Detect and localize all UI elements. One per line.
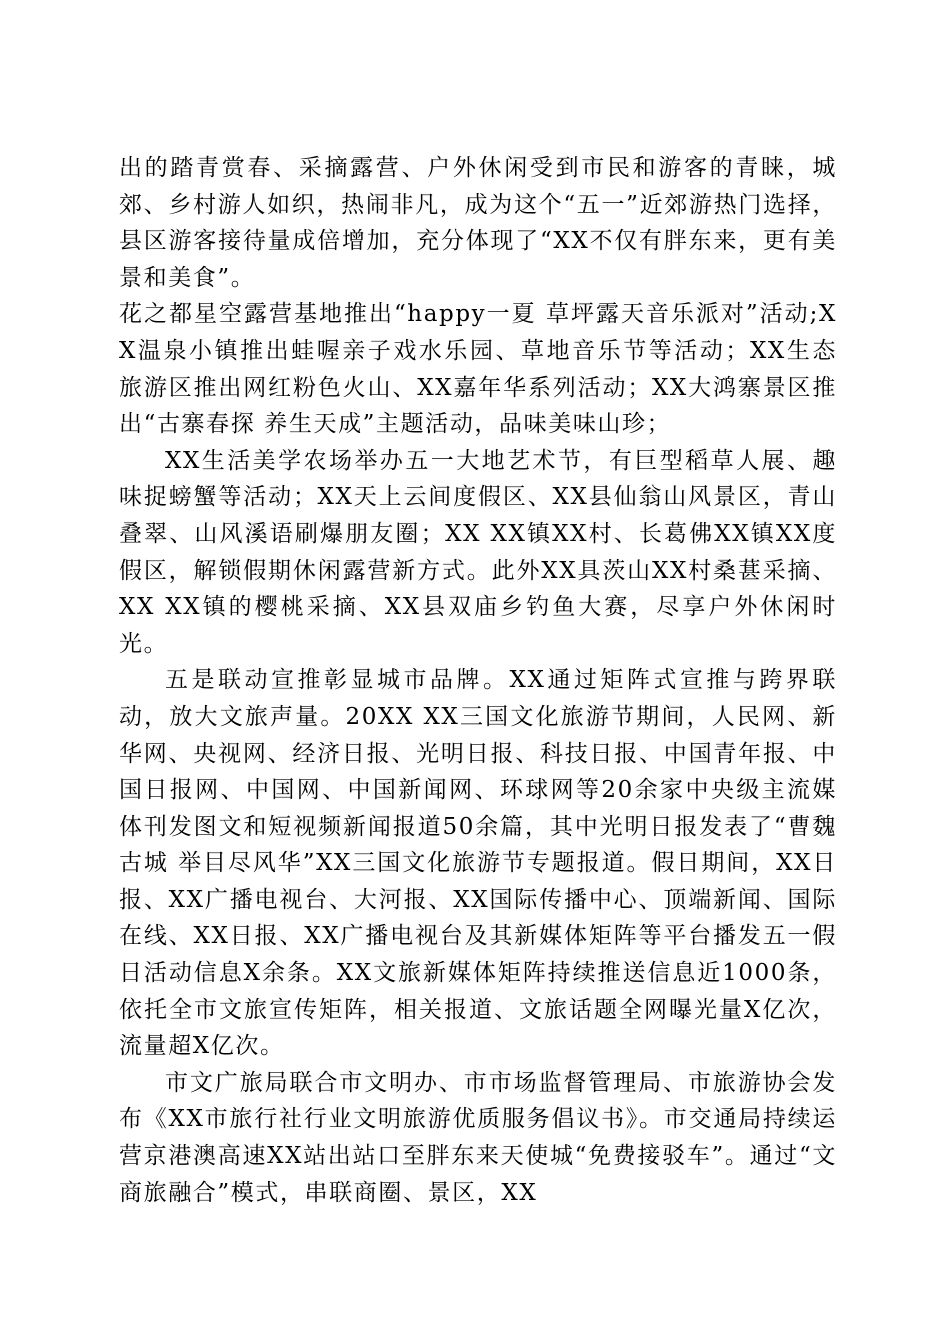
document-page <box>119 150 837 1211</box>
paragraph-5: 市文广旅局联合市文明办、市市场监督管理局、市旅游协会发布《XX市旅行社行业文明旅游优质服务倡议书》。市交通局持续运营京港澳高速XX站出站口至胖东来天使城“免费接驳车”。通过“文商旅融合”模式，串联商圈、景区，XX <box>119 1069 837 1206</box>
paragraph-4: 五是联动宣推彰显城市品牌。XX通过矩阵式宣推与跨界联动，放大文旅声量。20XX XX三国文化旅游节期间，人民网、新华网、央视网、经济日报、光明日报、科技日报、中国青年报、中国日报网、中国网、中国新闻网、环球网等20余家中央级主流媒体刊发图文和短视频新闻报道50余篇，其中光明日报发表了“曹魏古城 举目尽风华”XX三国文化旅游节专题报道。假日期间，XX日报、XX广播电视台、大河报、XX国际传播中心、顶端新闻、国际在线、XX日报、XX广播电视台及其新媒体矩阵等平台播发五一假日活动信息X余条。XX文旅新媒体矩阵持续推送信息近1000条，依托全市文旅宣传矩阵，相关报道、文旅话题全网曝光量X亿次，流量超X亿次。 <box>119 667 837 1060</box>
paragraph-3: XX生活美学农场举办五一大地艺术节，有巨型稻草人展、趣味捉螃蟹等活动；XX天上云间度假区、XX县仙翁山风景区，青山叠翠、山风溪语刷爆朋友圈；XX XX镇XX村、长葛佛XX镇XX度假区，解锁假期休闲露营新方式。此外XX具茨山XX村桑葚采摘、XX XX镇的樱桃采摘、XX县双庙乡钓鱼大赛，尽享户外休闲时光。 <box>119 447 837 657</box>
paragraph-1: 出的踏青赏春、采摘露营、户外休闲受到市民和游客的青睐，城郊、乡村游人如织，热闹非凡，成为这个“五一”近郊游热门选择，县区游客接待量成倍增加，充分体现了“XX不仅有胖东来，更有美景和美食”。 <box>119 155 837 291</box>
paragraph-2: 花之都星空露营基地推出“happy一夏 草坪露天音乐派对”活动;XX温泉小镇推出蛙喔亲子戏水乐园、草地音乐节等活动；XX生态旅游区推出网红粉色火山、XX嘉年华系列活动；XX大鸿寨景区推出“古寨春探 养生天成”主题活动，品味美味山珍； <box>119 301 837 438</box>
